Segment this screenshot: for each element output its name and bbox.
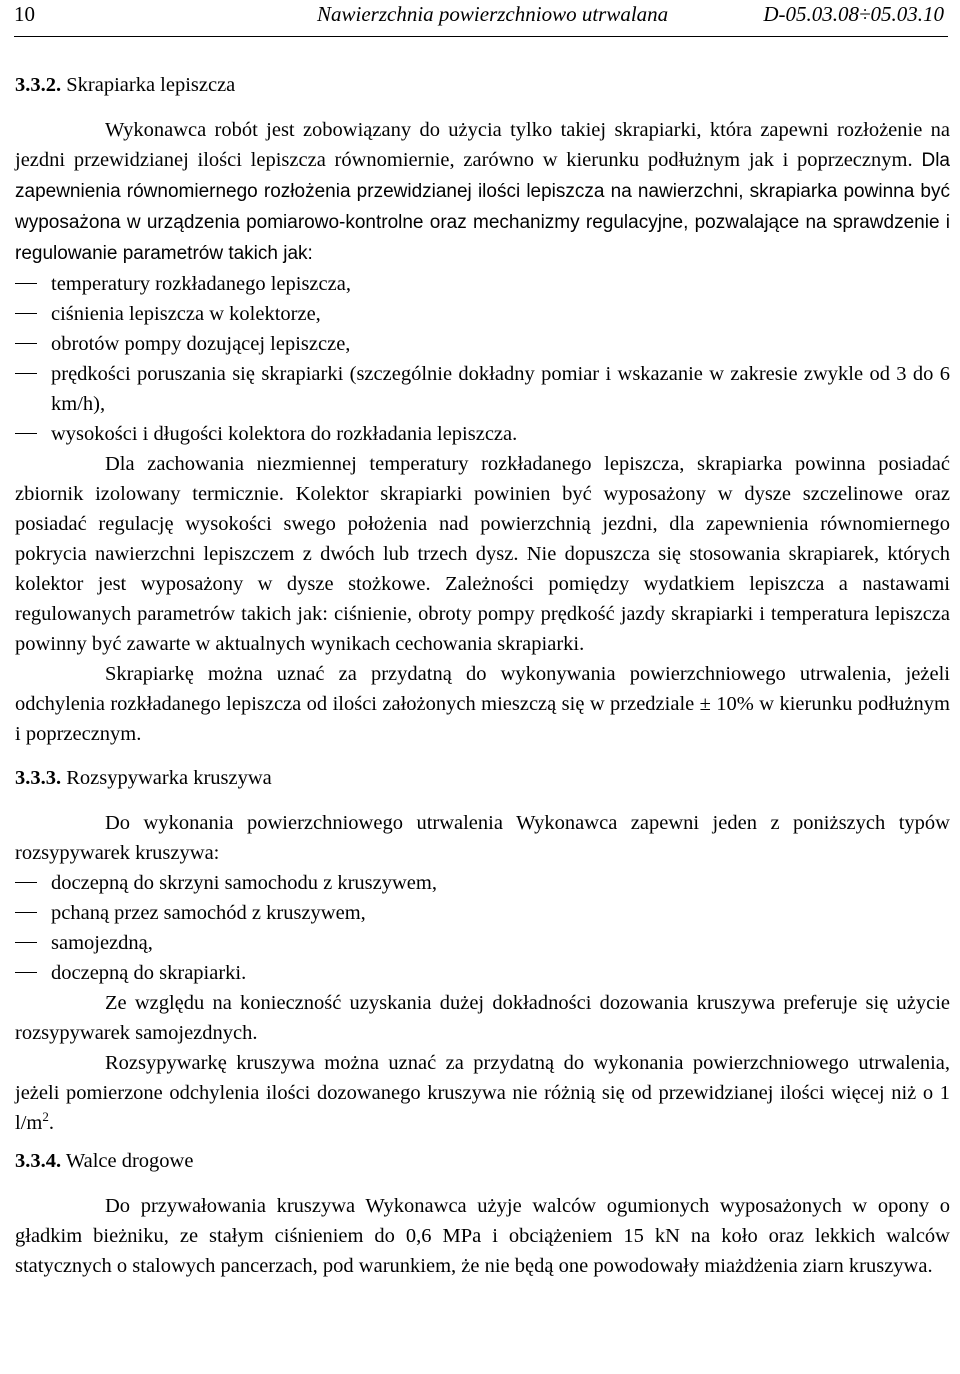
list-item xyxy=(15,269,950,299)
paragraph-text: . xyxy=(48,1112,54,1134)
section-title: Skrapiarka lepiszcza xyxy=(66,74,236,96)
paragraph xyxy=(15,115,950,269)
list-item-text: prędkości poruszania się skrapiarki (szczególnie dokładny pomiar i wskazanie w zakresie zwykle od 3 do 6 km/h), xyxy=(51,363,950,415)
list-item xyxy=(15,928,950,958)
page-header xyxy=(14,0,948,37)
list-item-text: pchaną przez samochód z kruszywem, xyxy=(51,902,366,924)
superscript: 2 xyxy=(42,1109,49,1125)
paragraph: Do przywałowania kruszywa Wykonawca użyje walców ogumionych wyposażonych w opony o gładkim bieżniku, ze stałym ciśnieniem do 0,6 MPa i obciążeniem 15 kN na koło oraz lekkich walców statycznych o stalowych pancerzach, pod warunkiem, że nie będą one powodowały miażdżenia ziarn kruszywa. xyxy=(15,1195,950,1277)
list-item xyxy=(15,419,950,449)
document-title: Nawierzchnia powierzchniowo utrwalana xyxy=(317,2,669,26)
list-item xyxy=(15,329,950,359)
list-item-text: obrotów pompy dozującej lepiszcze, xyxy=(51,333,351,355)
list-item xyxy=(15,359,950,419)
parameter-list xyxy=(15,269,950,449)
section-number: 3.3.2. xyxy=(15,74,62,96)
list-item xyxy=(15,868,950,898)
paragraph: Ze względu na konieczność uzyskania dużej dokładności dozowania kruszywa preferuje się użycie rozsypywarek samojezdnych. xyxy=(15,992,950,1044)
paragraph-text: Rozsypywarkę kruszywa można uznać za przydatną do wykonania powierzchniowego utrwalenia, jeżeli pomierzone odchylenia ilości dozowanego kruszywa nie różnią się od przewidzianej ilości więcej niż o 1 l/m xyxy=(15,1052,950,1134)
document-body xyxy=(15,70,950,1281)
list-item-text: doczepną do skrzyni samochodu z kruszywem, xyxy=(51,872,437,894)
list-item-text: wysokości i długości kolektora do rozkładania lepiszcza. xyxy=(51,423,518,445)
list-item xyxy=(15,898,950,928)
section-number: 3.3.3. xyxy=(15,767,62,789)
list-item xyxy=(15,299,950,329)
section-number: 3.3.4. xyxy=(15,1150,62,1172)
dash-bullet-icon xyxy=(15,433,37,434)
paragraph-text: Dla zapewnienia równomiernego rozłożenia przewidzianej ilości lepiszcza na nawierzchni, skrapiarka powinna być wyposażona w urządzenia pomiarowo-kontrolne oraz mechanizmy regulacyjne, pozwalające na sprawdzenie i regulowanie parametrów takich jak: xyxy=(15,150,950,264)
dash-bullet-icon xyxy=(15,283,37,284)
section-heading-333 xyxy=(15,763,950,793)
paragraph: Skrapiarkę można uznać za przydatną do wykonywania powierzchniowego utrwalenia, jeżeli odchylenia rozkładanego lepiszcza od ilości założonych mieszczą się w przedziale ± 10% w kierunku podłużnym i poprzecznym. xyxy=(15,663,950,745)
section-title: Rozsypywarka kruszywa xyxy=(66,767,272,789)
paragraph: Dla zachowania niezmiennej temperatury rozkładanego lepiszcza, skrapiarka powinna posiadać zbiornik izolowany termicznie. Kolektor skrapiarki powinien być wyposażony w dysze szczelinowe oraz posiadać regulację wysokości swego położenia nad powierzchnią jezdni, dla zapewnienia równomiernego pokrycia nawierzchni lepiszczem z dwóch lub trzech dysz. Nie dopuszcza się stosowania skrapiarek, których kolektor jest wyposażony w dysze stożkowe. Zależności pomiędzy wydatkiem lepiszcza a nastawami regulowanych parametrów takich jak: ciśnienie, obroty pompy prędkość jazdy skrapiarki i temperatura lepiszcza powinny być zawarte w aktualnych wynikach cechowania skrapiarki. xyxy=(15,453,950,655)
page-number: 10 xyxy=(14,2,35,26)
dash-bullet-icon xyxy=(15,373,37,374)
list-item-text: ciśnienia lepiszcza w kolektorze, xyxy=(51,303,321,325)
dash-bullet-icon xyxy=(15,972,37,973)
dash-bullet-icon xyxy=(15,882,37,883)
section-heading-334 xyxy=(15,1146,950,1176)
list-item-text: doczepną do skrapiarki. xyxy=(51,962,247,984)
paragraph xyxy=(15,1048,950,1138)
list-item-text: temperatury rozkładanego lepiszcza, xyxy=(51,273,351,295)
list-item-text: samojezdną, xyxy=(51,932,153,954)
dash-bullet-icon xyxy=(15,313,37,314)
document-code: D-05.03.08÷05.03.10 xyxy=(763,2,944,26)
section-heading-332 xyxy=(15,70,950,100)
paragraph: Do wykonania powierzchniowego utrwalenia Wykonawca zapewni jeden z poniższych typów rozsypywarek kruszywa: xyxy=(15,812,950,864)
section-title: Walce drogowe xyxy=(65,1150,194,1172)
spreader-types-list xyxy=(15,868,950,988)
dash-bullet-icon xyxy=(15,942,37,943)
list-item xyxy=(15,958,950,988)
dash-bullet-icon xyxy=(15,912,37,913)
dash-bullet-icon xyxy=(15,343,37,344)
paragraph-text: Wykonawca robót jest zobowiązany do użycia tylko takiej skrapiarki, która zapewni rozłożenie na jezdni przewidzianej ilości lepiszcza równomiernie, zarówno w kierunku podłużnym jak i poprzecznym. xyxy=(15,119,950,171)
